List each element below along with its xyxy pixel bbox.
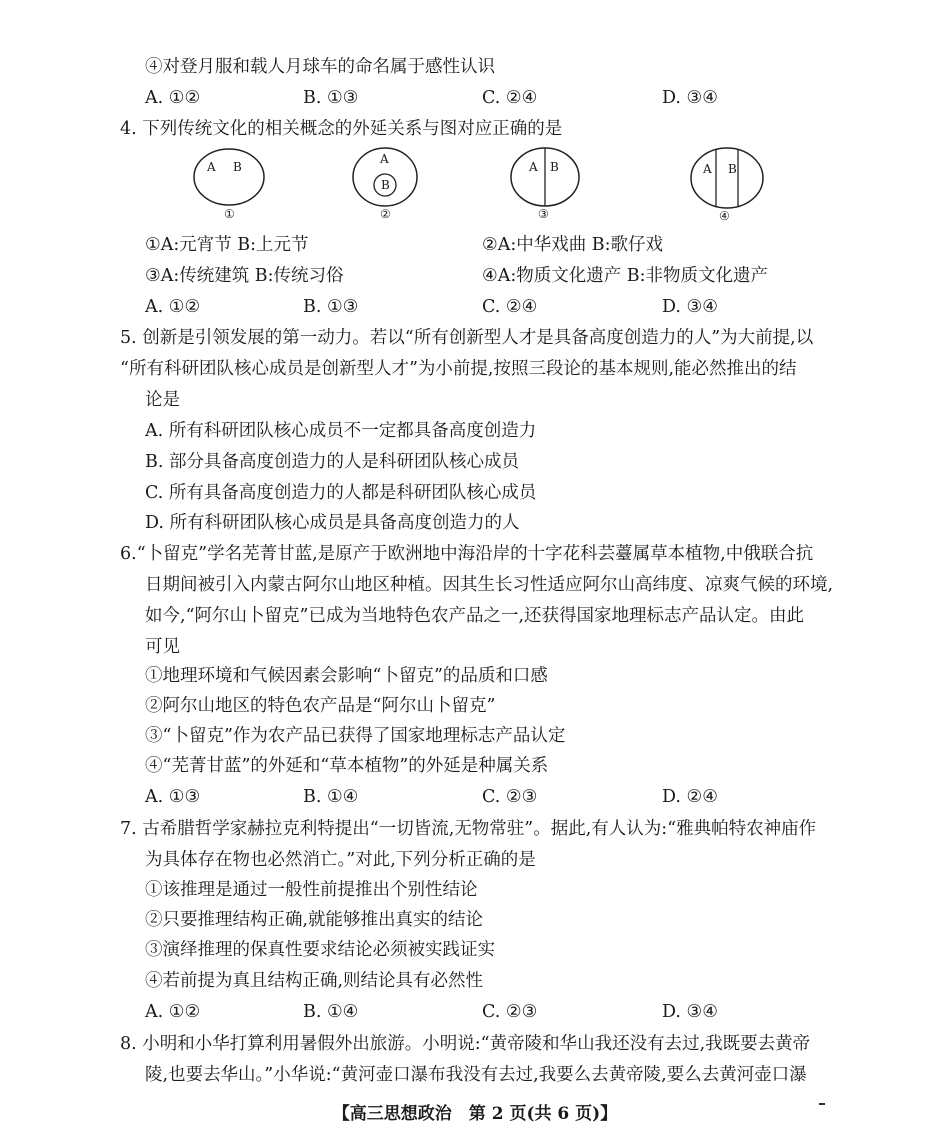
q6-stem-line-1: 6.“卜留克”学名芜菁甘蓝,是原产于欧洲地中海沿岸的十字花科芸薹属草本植物,中俄联合抗 [120, 544, 814, 564]
q5-option-b: B. 部分具备高度创造力的人是科研团队核心成员 [145, 452, 519, 472]
q7-item-4: ④若前提为真且结构正确,则结论具有必然性 [145, 971, 484, 991]
q4-option-a: A. ①② [145, 297, 201, 317]
q6-item-1: ①地理环境和气候因素会影响“卜留克”的品质和口感 [145, 666, 548, 686]
q4-stem: 4. 下列传统文化的相关概念的外延关系与图对应正确的是 [120, 119, 563, 139]
venn-1-number: ① [224, 207, 235, 221]
q7-option-b: B. ①④ [303, 1002, 359, 1022]
footer-dash-mark [819, 1103, 825, 1105]
venn-4-label-b: B [728, 162, 737, 176]
q5-option-a: A. 所有科研团队核心成员不一定都具备高度创造力 [145, 421, 537, 441]
venn-diagram-3 [510, 147, 580, 207]
q6-item-4: ④“芜菁甘蓝”的外延和“草本植物”的外延是种属关系 [145, 756, 549, 776]
q4-item-3: ③A:传统建筑 B:传统习俗 [145, 266, 344, 286]
venn-diagram-1 [192, 147, 266, 207]
venn-3-label-a: A [529, 160, 538, 174]
q6-stem-line-4: 可见 [145, 637, 180, 657]
q3-option-a: A. ①② [145, 88, 201, 108]
venn-diagram-4 [690, 147, 764, 209]
q5-stem-line-1: 5. 创新是引领发展的第一动力。若以“所有创新型人才是具备高度创造力的人”为大前提,以 [120, 328, 814, 348]
q7-item-1: ①该推理是通过一般性前提推出个别性结论 [145, 880, 478, 900]
q3-option-b: B. ①③ [303, 88, 359, 108]
venn-2-label-a: A [380, 152, 389, 166]
venn-3-number: ③ [538, 207, 549, 221]
q8-stem-line-2: 陵,也要去华山。”小华说:“黄河壶口瀑布我没有去过,我要么去黄帝陵,要么去黄河壶口瀑 [145, 1065, 807, 1085]
q4-item-1: ①A:元宵节 B:上元节 [145, 235, 309, 255]
q4-option-c: C. ②④ [482, 297, 538, 317]
venn-4-number: ④ [719, 209, 730, 223]
q6-option-a: A. ①③ [145, 787, 201, 807]
q3-option-c: C. ②④ [482, 88, 538, 108]
q4-item-2: ②A:中华戏曲 B:歌仔戏 [482, 235, 664, 255]
q7-option-a: A. ①② [145, 1002, 201, 1022]
venn-4-label-a: A [703, 162, 712, 176]
q7-option-c: C. ②③ [482, 1002, 538, 1022]
venn-2-label-b: B [381, 178, 390, 192]
q6-item-3: ③“卜留克”作为农产品已获得了国家地理标志产品认定 [145, 726, 566, 746]
q6-stem-line-3: 如今,“阿尔山卜留克”已成为当地特色农产品之一,还获得国家地理标志产品认定。由此 [145, 606, 805, 626]
q3-option-d: D. ③④ [662, 88, 718, 108]
q7-option-d: D. ③④ [662, 1002, 718, 1022]
q5-stem-line-2: “所有科研团队核心成员是创新型人才”为小前提,按照三段论的基本规则,能必然推出的结 [120, 359, 797, 379]
q6-option-d: D. ②④ [662, 787, 718, 807]
q7-item-2: ②只要推理结构正确,就能够推出真实的结论 [145, 910, 484, 930]
q6-option-c: C. ②③ [482, 787, 538, 807]
q4-item-4: ④A:物质文化遗产 B:非物质文化遗产 [482, 266, 769, 286]
q6-item-2: ②阿尔山地区的特色农产品是“阿尔山卜留克” [145, 696, 496, 716]
page-footer: 【高三思想政治 第 2 页(共 6 页)】 [332, 1104, 618, 1124]
q5-option-d: D. 所有科研团队核心成员是具备高度创造力的人 [145, 513, 520, 533]
q6-stem-line-2: 日期间被引入内蒙古阿尔山地区种植。因其生长习性适应阿尔山高纬度、凉爽气候的环境, [145, 575, 834, 595]
q3-item-4: ④对登月服和载人月球车的命名属于感性认识 [145, 57, 495, 77]
q7-item-3: ③演绎推理的保真性要求结论必须被实践证实 [145, 940, 495, 960]
q4-option-b: B. ①③ [303, 297, 359, 317]
q5-option-c: C. 所有具备高度创造力的人都是科研团队核心成员 [145, 483, 537, 503]
q5-stem-line-3: 论是 [145, 390, 180, 410]
venn-2-number: ② [380, 207, 391, 221]
venn-1-label-b: B [233, 160, 242, 174]
q4-option-d: D. ③④ [662, 297, 718, 317]
venn-1-label-a: A [207, 160, 216, 174]
q6-option-b: B. ①④ [303, 787, 359, 807]
venn-3-label-b: B [550, 160, 559, 174]
q7-stem-line-2: 为具体存在物也必然消亡。”对此,下列分析正确的是 [145, 850, 536, 870]
q7-stem-line-1: 7. 古希腊哲学家赫拉克利特提出“一切皆流,无物常驻”。据此,有人认为:“雅典帕特农神庙作 [120, 819, 817, 839]
q8-stem-line-1: 8. 小明和小华打算利用暑假外出旅游。小明说:“黄帝陵和华山我还没有去过,我既要去黄帝 [120, 1034, 811, 1054]
